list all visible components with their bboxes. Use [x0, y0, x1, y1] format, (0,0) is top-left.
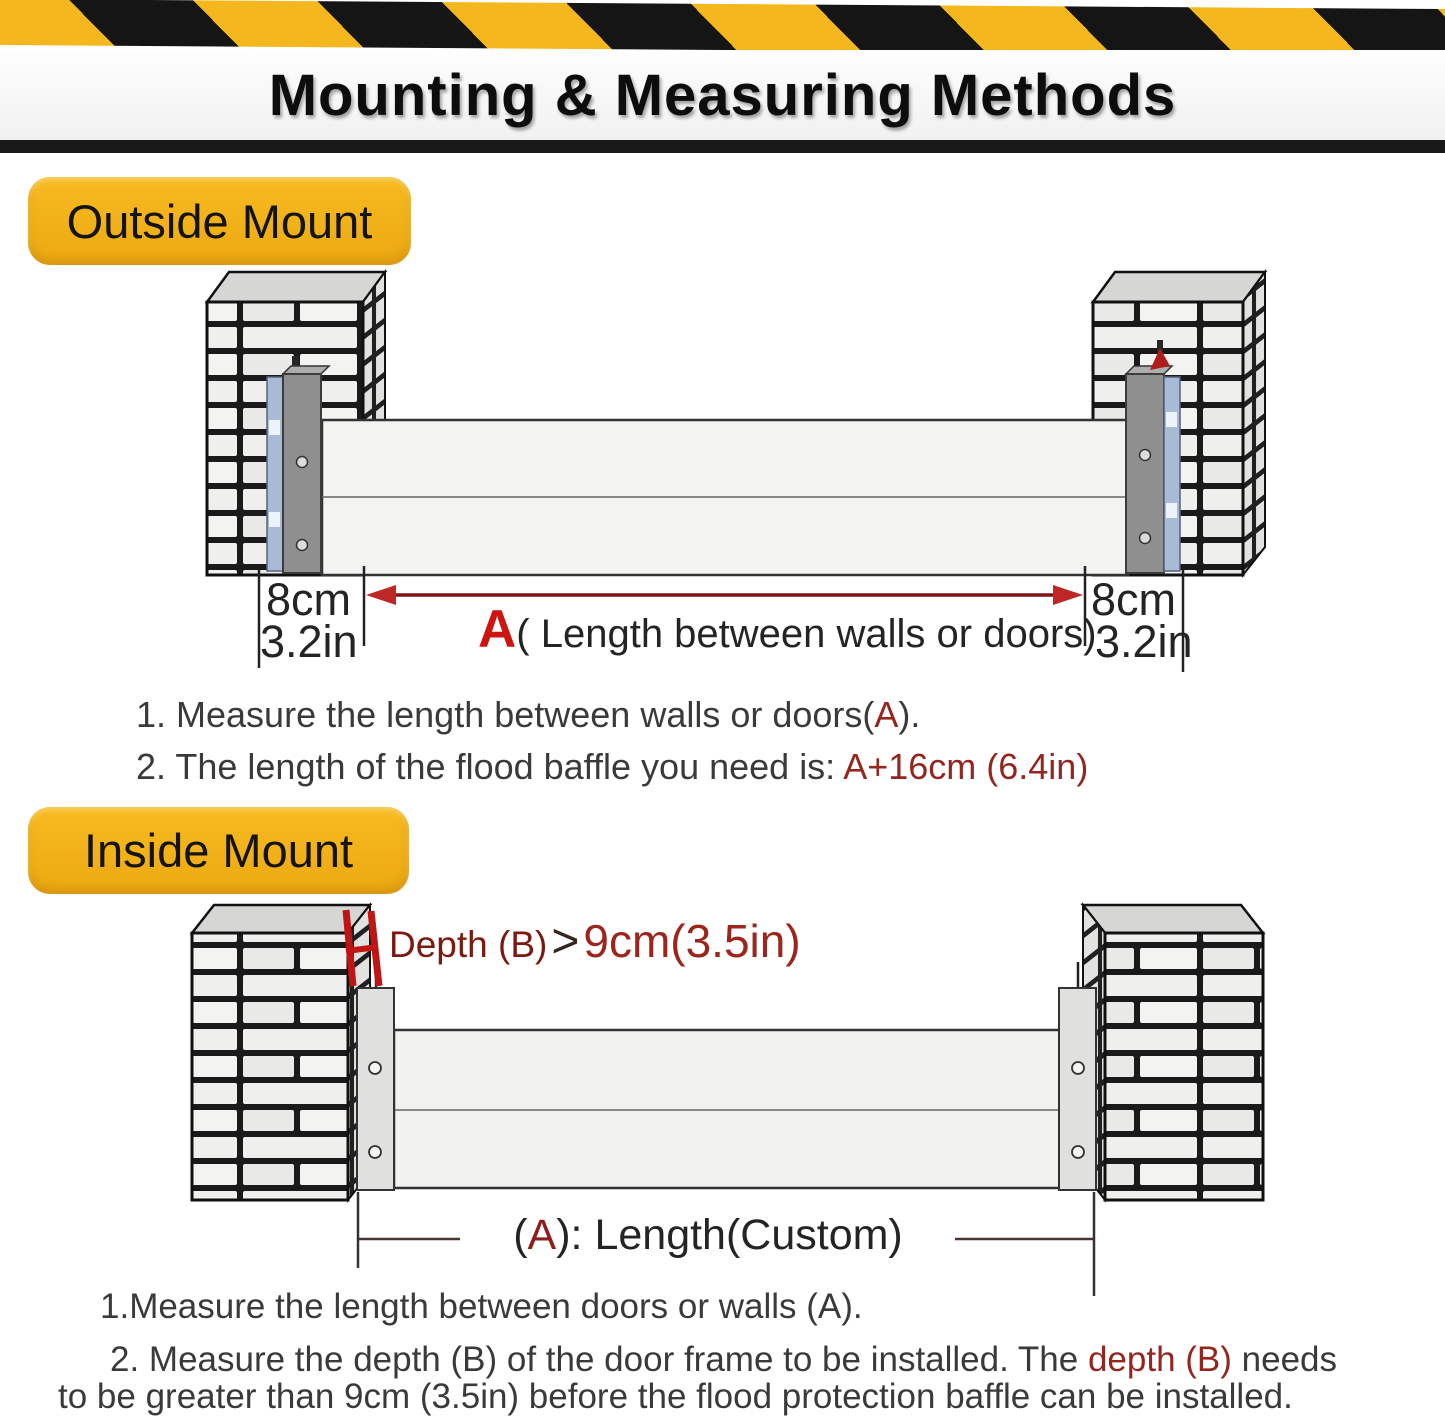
outside-step-2: 2. The length of the flood baffle you need is: A+16cm (6.4in): [136, 746, 1089, 787]
hazard-tape-stripe: [0, 0, 1445, 55]
outside-mount-label: Outside Mount: [66, 194, 373, 248]
left-mounting-rail: [267, 356, 329, 573]
flood-barrier-panel: [322, 420, 1128, 575]
inside-mount-label: Inside Mount: [83, 824, 354, 877]
flood-barrier-panel-inside: [394, 1030, 1060, 1188]
left-door-pillar: [192, 905, 370, 1200]
inside-mount-badge: [28, 807, 409, 894]
length-custom-label: (A): Length(Custom): [513, 1211, 903, 1259]
inside-step-1: 1.Measure the length between doors or walls (A).: [100, 1287, 863, 1326]
depth-b-label: Depth (B) > 9cm(3.5in): [389, 915, 801, 968]
outside-step-1: 1. Measure the length between walls or doors(A).: [136, 694, 921, 735]
length-a-label: A( Length between walls or doors): [478, 600, 1097, 659]
length-a-letter-inside: A: [527, 1211, 557, 1259]
title-band: [0, 50, 1445, 140]
left-offset-in: 3.2in: [260, 616, 358, 667]
inside-step-2-line2: to be greater than 9cm (3.5in) before the flood protection baffle can be installed.: [58, 1377, 1293, 1416]
right-inside-rail: [1059, 962, 1096, 1190]
header-divider-bar: [0, 140, 1445, 153]
greater-than-sign: >: [551, 915, 580, 968]
right-door-pillar: [1083, 905, 1263, 1200]
inside-step-2-line1: 2. Measure the depth (B) of the door frame to be installed. The depth (B) needs: [110, 1340, 1338, 1379]
page-title: Mounting & Measuring Methods: [268, 63, 1177, 128]
right-offset-in: 3.2in: [1095, 616, 1193, 667]
left-inside-rail: [357, 960, 394, 1190]
left-offset-cm: 8cm: [266, 574, 352, 625]
outside-mount-badge: [28, 177, 411, 265]
length-a-letter: A: [478, 600, 517, 659]
right-offset-cm: 8cm: [1091, 574, 1177, 625]
